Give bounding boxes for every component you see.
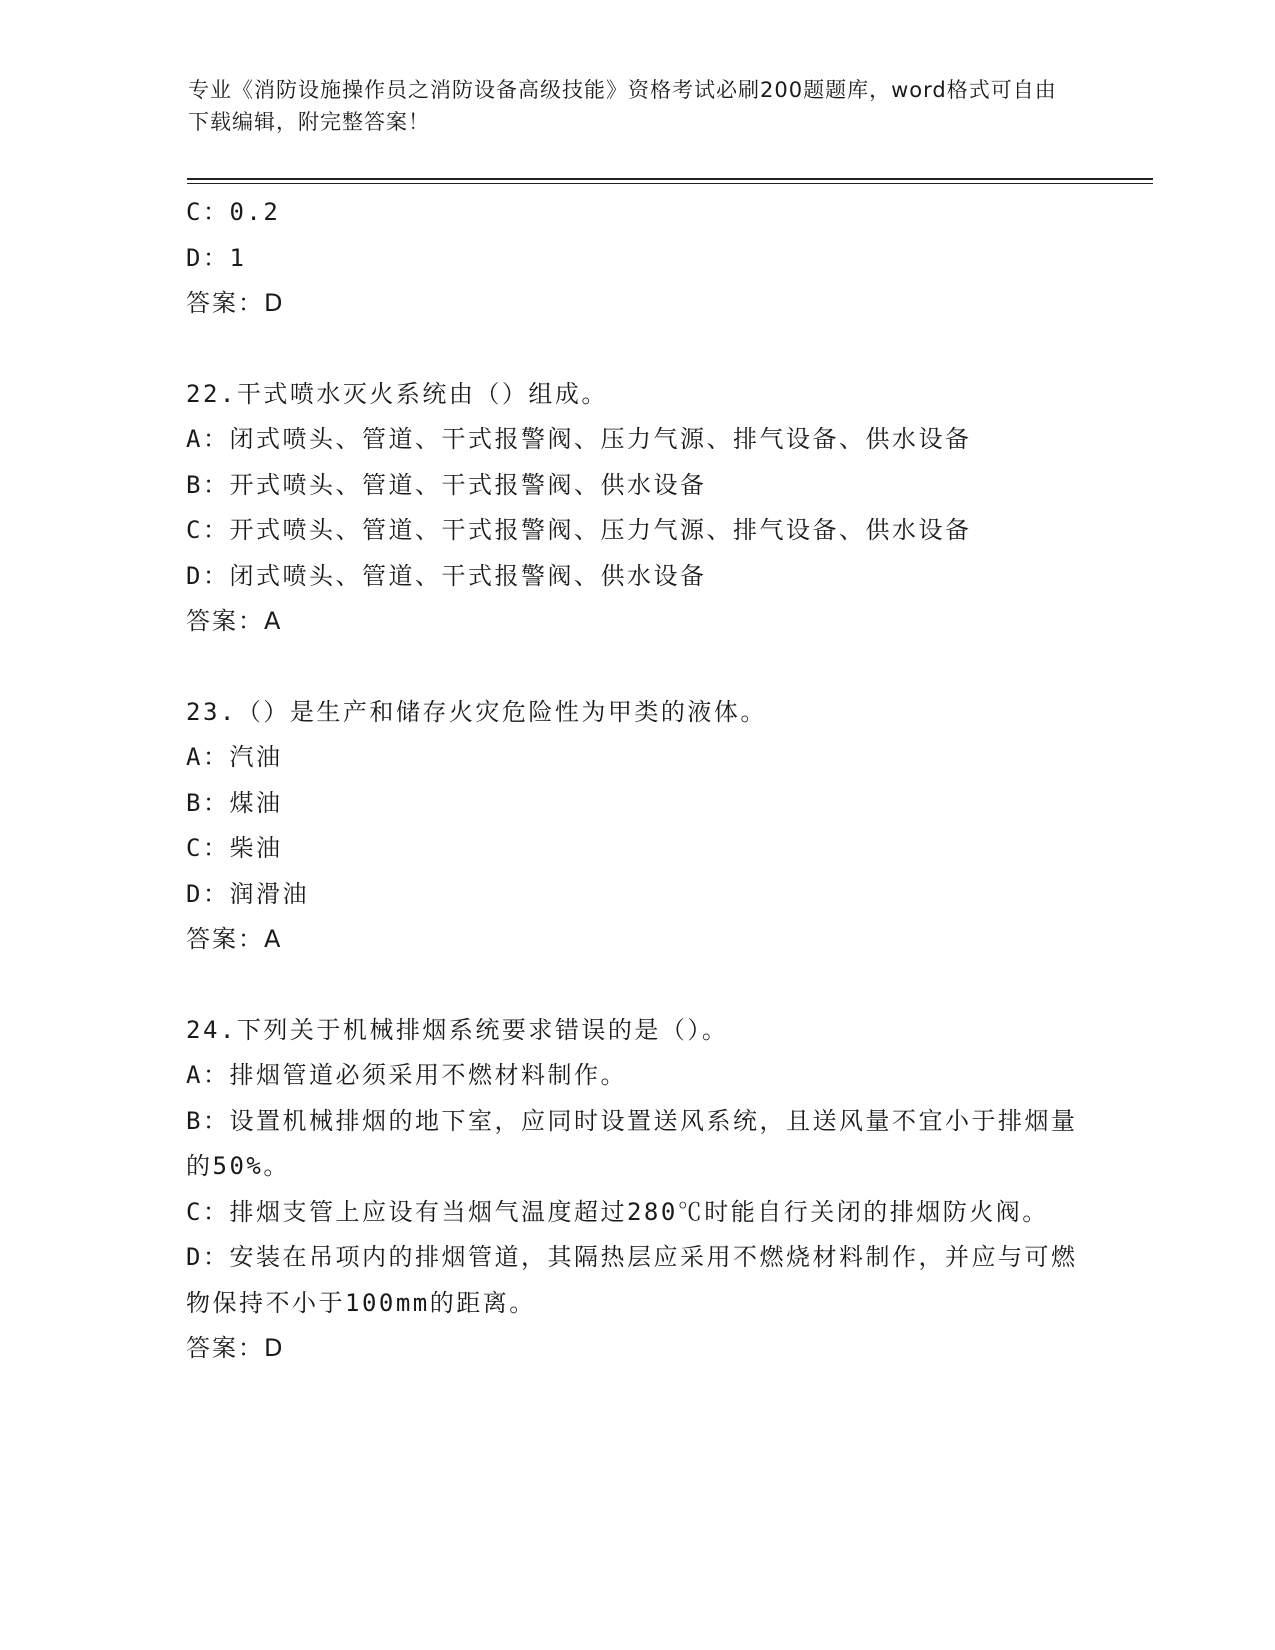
option-b: B：设置机械排烟的地下室，应同时设置送风系统，且送风量不宜小于排烟量的50%。: [186, 1106, 1078, 1180]
header-divider-thin: [187, 183, 1153, 184]
option-a: A：闭式喷头、管道、干式报警阀、压力气源、排气设备、供水设备: [186, 425, 972, 453]
prev-question-tail: [186, 190, 1086, 327]
option-c: C：开式喷头、管道、干式报警阀、压力气源、排气设备、供水设备: [186, 516, 972, 544]
option-a: A：汽油: [186, 743, 283, 771]
answer-line: 答案：D: [186, 1334, 285, 1362]
page-header: 专业《消防设施操作员之消防设备高级技能》资格考试必刷200题题库，word格式可自由下载编辑，附完整答案！: [188, 78, 1057, 134]
option-c: C：柴油: [186, 834, 283, 862]
answer-line: 答案：D: [186, 289, 285, 317]
answer-line: 答案：A: [186, 607, 283, 635]
option-a: A：排烟管道必须采用不燃材料制作。: [186, 1061, 627, 1089]
question-24: [186, 1008, 1086, 1372]
option-d: D：闭式喷头、管道、干式报警阀、供水设备: [186, 561, 707, 590]
option-c: C：0.2: [186, 198, 281, 226]
option-b: B：煤油: [186, 788, 283, 817]
option-d: D：润滑油: [186, 879, 309, 908]
option-b: B：开式喷头、管道、干式报警阀、供水设备: [186, 470, 707, 499]
question-22: [186, 372, 1086, 645]
question-23: [186, 690, 1086, 963]
option-d: D：安装在吊项内的排烟管道，其隔热层应采用不燃烧材料制作，并应与可燃物保持不小于100mm的距离。: [186, 1243, 1078, 1317]
answer-line: 答案：A: [186, 925, 283, 953]
option-c: C：排烟支管上应设有当烟气温度超过280℃时能自行关闭的排烟防火阀。: [186, 1197, 1049, 1226]
header-divider-thick: [187, 178, 1153, 180]
question-stem: 23.（）是生产和储存火灾危险性为甲类的液体。: [186, 697, 767, 726]
option-d: D：1: [186, 243, 247, 272]
question-stem: 24.下列关于机械排烟系统要求错误的是（）。: [186, 1015, 729, 1044]
question-body: [186, 190, 1086, 1372]
question-stem: 22.干式喷水灭火系统由（）组成。: [186, 379, 608, 408]
